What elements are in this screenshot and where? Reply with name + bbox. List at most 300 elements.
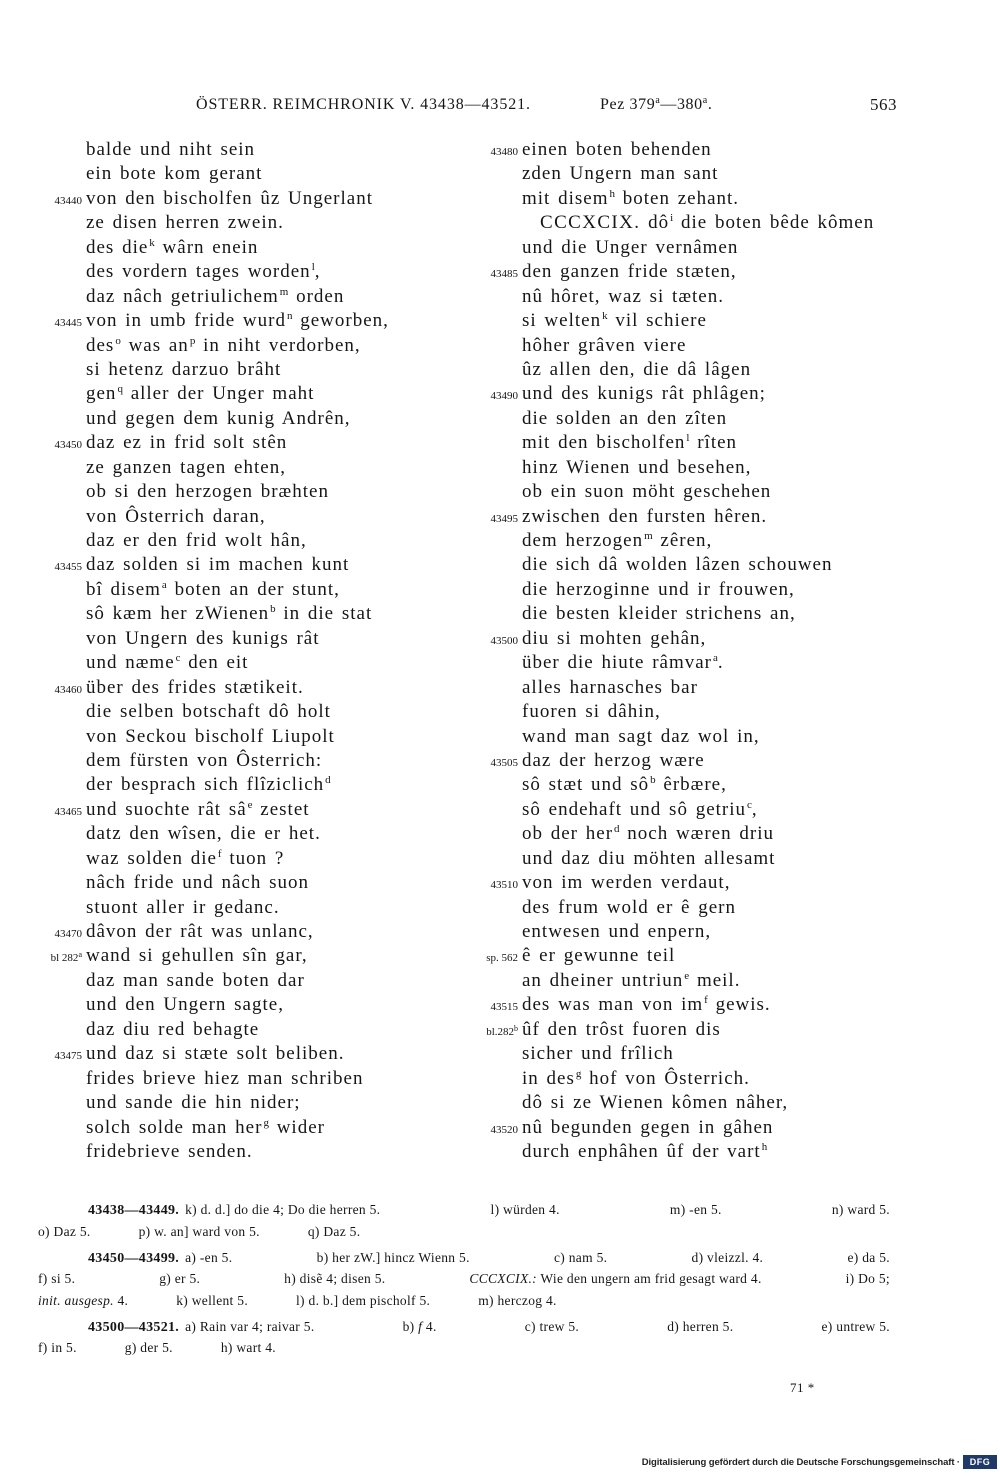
footnote-entry (88, 1316, 315, 1338)
verse-line (470, 456, 910, 480)
footnote-marker: a (655, 95, 661, 106)
text-run: daz der herzog wære (522, 749, 705, 771)
text-run: 43495 (490, 512, 518, 525)
margin-line-number (470, 995, 522, 1019)
verse-line (470, 700, 910, 724)
verse-line (470, 236, 910, 260)
verse-line (34, 773, 464, 797)
text-run: den eit (180, 652, 249, 674)
verse-text (86, 627, 320, 651)
verse-text (522, 309, 707, 333)
verse-line (470, 676, 910, 700)
footnote-marker: b (514, 1023, 518, 1033)
footnote-marker: a (713, 652, 718, 665)
verse-line (34, 651, 464, 675)
footnote-entry (38, 1268, 75, 1290)
footnote-marker: b (270, 603, 276, 616)
footnote-marker: c (747, 798, 752, 811)
verse-text (86, 407, 351, 431)
verse-text (86, 309, 389, 333)
verse-line (34, 138, 464, 162)
text-run: k) wellent 5. (176, 1292, 248, 1308)
footnote-marker: o (115, 334, 121, 347)
text-run: alles harnasches bar (522, 676, 698, 698)
verse-text (522, 920, 711, 944)
text-run: tuon ? (221, 847, 285, 869)
verse-line (34, 162, 464, 186)
text-run: sô endehaft und sô getriu (522, 798, 747, 820)
text-run: des die (86, 236, 149, 258)
text-run: , (314, 261, 321, 283)
footnote-marker: f (217, 847, 222, 860)
verse-text (522, 1116, 773, 1140)
text-run: f) si 5. (38, 1271, 76, 1286)
verse-text (522, 847, 775, 871)
verse-line (470, 749, 910, 773)
text-run: des vordern tages worden (86, 261, 311, 283)
verse-text (522, 407, 727, 431)
verse-line (470, 1116, 910, 1140)
verse-text (86, 553, 349, 577)
verse-text (522, 1091, 788, 1115)
text-run: m) herczog 4. (478, 1292, 557, 1308)
footnote-marker: c (175, 652, 181, 665)
verse-line (470, 529, 910, 553)
footnote-range: 43450—43499. (88, 1250, 180, 1266)
verse-line (470, 847, 910, 871)
text-run: meil. (689, 969, 741, 991)
verse-text (522, 676, 698, 700)
text-run: von Ungern des kunigs rât (86, 627, 320, 649)
verse-text (86, 358, 281, 382)
right-column (470, 138, 910, 1164)
margin-line-number (34, 922, 86, 946)
margin-line-number (470, 751, 522, 775)
verse-text (522, 211, 874, 235)
verse-text (522, 871, 730, 895)
verse-line (34, 285, 464, 309)
footnote-marker: l (311, 261, 315, 274)
text-run: nû hôret, waz si tæten. (522, 285, 724, 307)
verse-line (34, 725, 464, 749)
footnote-block (38, 1199, 890, 1242)
verse-line (34, 1018, 464, 1042)
verse-line (470, 627, 910, 651)
verse-text (86, 651, 248, 675)
verse-text (86, 285, 344, 309)
text-run: und næme (86, 652, 175, 674)
italic-text: f (418, 1318, 423, 1334)
verse-text (86, 871, 309, 895)
verse-line (34, 847, 464, 871)
chapter-number: CCCXCIX. (540, 212, 641, 234)
text-run: und den Ungern sagte, (86, 994, 284, 1016)
text-run: hôher grâven viere (522, 334, 687, 356)
text-run: und suochte rât sâ (86, 798, 247, 820)
verse-line (34, 798, 464, 822)
text-run: von den bischolfen ûz Ungerlant (86, 187, 373, 209)
text-run: . (717, 652, 724, 674)
text-run: m) -en 5. (669, 1202, 722, 1217)
left-column (34, 138, 464, 1164)
verse-line (34, 358, 464, 382)
text-run: geworben, (292, 310, 389, 332)
footnote-marker: e (247, 798, 253, 811)
verse-text (522, 187, 739, 211)
footnote-line (38, 1199, 890, 1221)
text-run: aller der Unger maht (122, 383, 315, 405)
verse-text (522, 602, 796, 626)
text-run: gewis. (707, 994, 771, 1016)
text-run: ob si den herzogen bræhten (86, 481, 329, 503)
verse-text (522, 138, 712, 162)
text-run: bl 282 (50, 952, 79, 965)
verse-line (470, 1018, 910, 1042)
text-run: p) w. an] ward von 5. (138, 1223, 260, 1239)
text-run: ob der her (522, 823, 614, 845)
verse-line (470, 773, 910, 797)
text-run: des was man von im (522, 994, 704, 1016)
sheet-signature: 71 * (790, 1380, 815, 1395)
margin-line-number (34, 555, 86, 579)
text-run: zêren, (652, 530, 713, 551)
verse-text (86, 773, 331, 797)
footnote-marker: a (161, 578, 167, 591)
verse-text (522, 578, 795, 602)
verse-line (34, 334, 464, 358)
text-run: an dheiner untriun (522, 969, 684, 991)
footnote-marker: g (575, 1067, 582, 1080)
text-run: die besten kleider strichens an, (522, 603, 796, 625)
verse-line (34, 896, 464, 920)
text-run: b) her zW.] hincz Wienn 5. (316, 1249, 470, 1265)
text-run: g) er 5. (159, 1271, 201, 1286)
verse-text (522, 725, 760, 749)
verse-line (34, 969, 464, 993)
margin-line-number (34, 433, 86, 457)
verse-text (86, 749, 322, 773)
text-run: b) (402, 1318, 419, 1334)
verse-text (522, 627, 706, 651)
footnote-marker: k (149, 236, 155, 249)
text-run: der besprach sich flîziclich (86, 774, 325, 796)
verse-text (86, 162, 262, 186)
text-run: h) wart 4. (220, 1340, 276, 1355)
verse-text (522, 382, 766, 406)
text-run: 43510 (490, 879, 518, 892)
verse-line (470, 260, 910, 284)
verse-line (34, 1140, 464, 1164)
footnote-line (38, 1290, 890, 1312)
verse-line (470, 309, 910, 333)
text-run: die solden an den zîten (522, 407, 728, 429)
margin-line-number (470, 140, 522, 164)
text-run: entwesen und enpern, (522, 921, 712, 942)
verse-line (470, 871, 910, 895)
verse-text (522, 456, 751, 480)
text-run: und daz diu möhten allesamt (522, 847, 776, 869)
text-run: zden Ungern man sant (522, 163, 719, 185)
text-run: . (707, 96, 713, 113)
text-run: dô si ze Wienen kômen nâher, (522, 1092, 789, 1114)
verse-text (86, 847, 284, 871)
verse-text (86, 700, 331, 724)
text-run: a) Rain var 4; raivar 5. (185, 1318, 315, 1334)
verse-line (470, 1042, 910, 1066)
verse-line (34, 260, 464, 284)
verse-line (470, 993, 910, 1017)
verse-text (86, 1116, 325, 1140)
verse-line (34, 236, 464, 260)
text-run: zestet (252, 798, 310, 820)
text-run: 43450 (54, 439, 82, 452)
text-run: 43455 (54, 561, 82, 574)
text-run: dem herzogen (522, 530, 644, 551)
verse-text (86, 211, 284, 235)
verse-line (470, 211, 910, 235)
text-run: orden (288, 285, 345, 307)
verse-text (86, 920, 314, 944)
text-run: in des (522, 1067, 575, 1089)
footnote-range: 43500—43521. (88, 1319, 180, 1335)
text-run: daz nâch getriulichem (86, 285, 279, 307)
text-run: des (86, 334, 115, 356)
verse-text (522, 700, 661, 724)
verse-text (522, 285, 724, 309)
verse-text (86, 725, 335, 749)
verse-text (522, 529, 712, 553)
verse-text (86, 505, 266, 529)
text-run: die sich dâ wolden lâzen schouwen (522, 554, 833, 576)
margin-line-number (470, 1118, 522, 1142)
text-run: 43490 (490, 390, 518, 403)
footnote-entry (478, 1290, 557, 1312)
verse-text (522, 1018, 721, 1042)
text-run: die boten bêde kômen (673, 212, 875, 234)
footnote-entry (308, 1221, 361, 1243)
verse-text (522, 749, 705, 773)
verse-text (522, 553, 833, 577)
footnote-marker: d (614, 823, 620, 836)
verse-line (34, 1067, 464, 1091)
verse-line (34, 749, 464, 773)
verse-line (470, 162, 910, 186)
italic-text: init. ausgesp. (38, 1292, 114, 1308)
footnote-marker: q (117, 383, 123, 396)
verse-line (470, 285, 910, 309)
text-run: wand man sagt daz wol in, (522, 725, 760, 747)
text-run: die selben botschaft dô holt (86, 701, 331, 723)
text-run: des frum wold er ê gern (522, 896, 736, 918)
verse-text (522, 896, 736, 920)
margin-line-number (34, 1044, 86, 1068)
text-run: fridebrieve senden. (86, 1140, 253, 1162)
text-run: êrbære, (655, 774, 727, 796)
text-run: daz er den frid wolt hân, (86, 530, 307, 551)
footnote-marker: p (189, 334, 196, 347)
text-run: , (751, 798, 758, 820)
text-run: l) d. b.] dem pischolf 5. (296, 1292, 431, 1308)
text-run: wârn enein (154, 236, 259, 258)
verse-line (34, 627, 464, 651)
verse-text (522, 773, 727, 797)
credit-text: Digitalisierung gefördert durch die Deutsche Forschungsgemeinschaft · (641, 1456, 960, 1468)
margin-line-number (34, 946, 86, 970)
verse-text (522, 822, 774, 846)
verse-text (522, 260, 737, 284)
verse-line (34, 505, 464, 529)
footnote-entry (554, 1247, 607, 1269)
verse-text (86, 529, 307, 553)
text-run: ze ganzen tagen ehten, (86, 456, 286, 478)
footnote-entry (403, 1316, 437, 1338)
footnote-entry (822, 1316, 890, 1338)
text-run: bl.282 (486, 1025, 514, 1038)
verse-text (86, 480, 329, 504)
text-run: boten an der stunt, (166, 578, 340, 600)
text-run: i) Do 5; (845, 1271, 890, 1286)
footnote-entry (125, 1337, 173, 1359)
verse-line (470, 138, 910, 162)
page-number: 563 (870, 95, 897, 114)
text-run: in niht verdorben, (195, 334, 361, 356)
text-run: mit den bischolfen (522, 432, 686, 454)
footnote-marker: e (684, 969, 690, 982)
footnote-entry (832, 1199, 890, 1221)
footnote-line (38, 1247, 890, 1269)
footnote-range: 43438—43449. (88, 1203, 180, 1218)
text-run: wand si gehullen sîn gar, (86, 945, 308, 967)
text-run: l) würden 4. (490, 1202, 560, 1217)
verse-line (470, 1140, 910, 1164)
footnote-marker: m (279, 285, 289, 298)
text-run: was an (120, 334, 189, 356)
verse-text (522, 1067, 750, 1091)
footnote-entry (670, 1199, 722, 1221)
footnote-entry (139, 1221, 260, 1243)
verse-text (86, 1140, 253, 1164)
margin-line-number (34, 678, 86, 702)
verse-text (522, 969, 740, 993)
footnote-line (38, 1221, 890, 1243)
margin-line-number (470, 262, 522, 286)
verse-line (34, 407, 464, 431)
footnote-entry (88, 1247, 232, 1269)
verse-line (34, 944, 464, 968)
italic-text: CCCXCIX.: (469, 1271, 537, 1286)
text-run: in die stat (275, 603, 373, 625)
text-run: von im werden verdaut, (522, 872, 731, 894)
verse-line (470, 334, 910, 358)
verse-text (522, 431, 737, 455)
text-run: g) der 5. (124, 1340, 173, 1355)
footnote-entry (159, 1268, 200, 1290)
text-run: und daz si stæte solt beliben. (86, 1043, 345, 1065)
verse-text (86, 798, 310, 822)
verse-line (34, 480, 464, 504)
text-run: sp. 562 (486, 952, 518, 965)
verse-line (34, 700, 464, 724)
text-run: d) vleizzl. 4. (691, 1249, 764, 1265)
text-run: gen (86, 383, 117, 405)
text-run: k) d. d.] do die 4; Do die herren 5. (185, 1202, 381, 1217)
footnote-entry (525, 1316, 579, 1338)
text-run: ze disen herren zwein. (86, 212, 284, 234)
verse-line (34, 382, 464, 406)
footnote-entry (846, 1268, 890, 1290)
verse-text (86, 896, 280, 920)
verse-line (470, 602, 910, 626)
text-run: den ganzen fride stæten, (522, 261, 737, 283)
footnote-marker: d (325, 774, 331, 787)
verse-line (34, 1042, 464, 1066)
text-run: c) trew 5. (524, 1318, 580, 1334)
verse-line (470, 896, 910, 920)
verse-line (470, 431, 910, 455)
footnote-entry (88, 1199, 380, 1221)
verse-text (522, 1140, 767, 1164)
text-run: 43520 (490, 1123, 518, 1136)
text-run: daz ez in frid solt stên (86, 432, 288, 454)
text-run: ûz allen den, die dâ lâgen (522, 358, 752, 380)
verse-line (34, 211, 464, 235)
verse-text (522, 334, 686, 358)
footnote-block (38, 1247, 890, 1312)
text-run: Pez 379 (600, 96, 656, 113)
running-title: ÖSTERR. REIMCHRONIK V. 43438—43521. (196, 96, 531, 113)
text-run: von Seckou bischolf Liupolt (86, 725, 335, 747)
text-run: d) herren 5. (667, 1318, 734, 1334)
text-run: boten zehant. (614, 187, 740, 209)
footnote-block (38, 1316, 890, 1359)
verse-text (86, 969, 305, 993)
footnote-marker: h (761, 1140, 768, 1153)
verse-line (34, 1116, 464, 1140)
text-run: mit disem (522, 187, 609, 209)
text-run: dem fürsten von Ôsterrich: (86, 749, 323, 771)
verse-text (86, 1042, 344, 1066)
verse-line (34, 456, 464, 480)
text-run: c) nam 5. (553, 1249, 608, 1265)
verse-line (470, 358, 910, 382)
verse-text (86, 431, 287, 455)
text-run: solch solde man her (86, 1116, 263, 1138)
verse-text (522, 798, 758, 822)
dfg-logo: DFG (963, 1455, 997, 1469)
text-run: si hetenz darzuo brâht (86, 358, 282, 380)
footnotes (38, 1199, 890, 1363)
text-run: nâch fride und nâch suon (86, 872, 309, 894)
footnote-marker: a (78, 950, 82, 960)
text-run: ê er gewunne teil (522, 945, 676, 967)
verse-line (470, 480, 910, 504)
footnote-marker: f (704, 994, 708, 1007)
footnote-entry (317, 1247, 470, 1269)
footnote-entry (38, 1290, 128, 1312)
verse-line (470, 553, 910, 577)
text-run: von Ôsterrich daran, (86, 505, 266, 527)
verse-text (86, 138, 255, 162)
verse-line (34, 822, 464, 846)
text-run: 43440 (54, 194, 82, 207)
text-run: datz den wîsen, die er het. (86, 823, 321, 845)
text-run: 43480 (490, 146, 518, 158)
text-run: q) Daz 5. (307, 1223, 361, 1239)
verse-text (86, 1091, 301, 1115)
footnote-marker: m (644, 530, 653, 542)
text-run: si welten (522, 310, 602, 332)
footnote-entry (284, 1268, 385, 1290)
